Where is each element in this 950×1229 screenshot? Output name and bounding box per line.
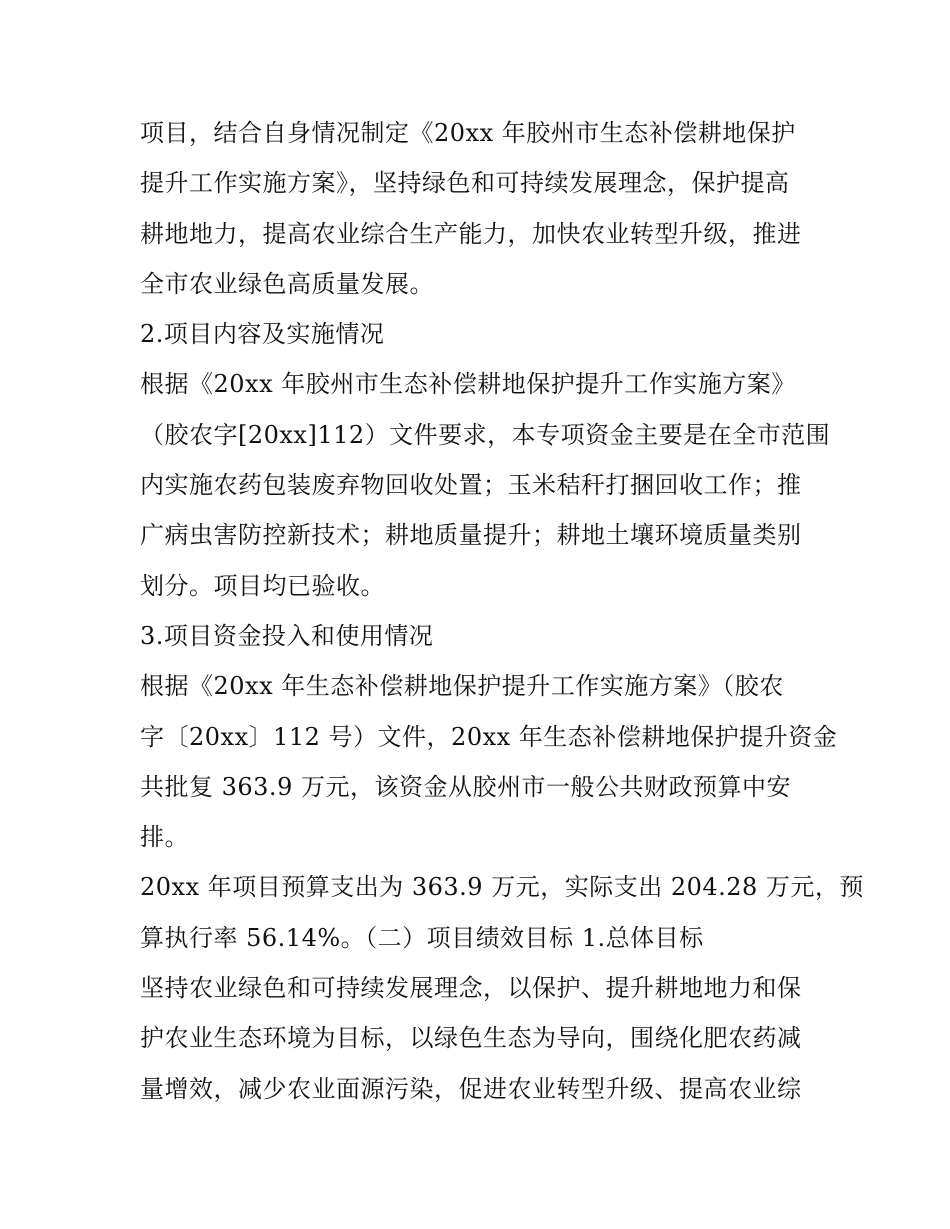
paragraph-line: 内实施农药包装废弃物回收处置；玉米秸秆打捆回收工作；推	[140, 471, 802, 500]
paragraph-line: 共批复 363.9 万元，该资金从胶州市一般公共财政预算中安	[140, 772, 791, 801]
section-heading: 2.项目内容及实施情况	[140, 320, 385, 349]
paragraph-line: 划分。项目均已验收。	[140, 571, 385, 600]
paragraph-line: 护农业生态环境为目标，以绿色生态为导向，围绕化肥农药减	[140, 1024, 802, 1053]
paragraph-line: 耕地地力，提高农业综合生产能力，加快农业转型升级，推进	[140, 219, 802, 248]
paragraph-line: 提升工作实施方案》，坚持绿色和可持续发展理念，保护提高	[140, 169, 790, 198]
paragraph-line: 广病虫害防控新技术；耕地质量提升；耕地土壤环境质量类别	[140, 521, 802, 550]
section-heading: 3.项目资金投入和使用情况	[140, 621, 434, 650]
paragraph-line: 全市农业绿色高质量发展。	[140, 269, 434, 298]
paragraph-line: 字〔20xx〕112 号）文件，20xx 年生态补偿耕地保护提升资金	[140, 722, 838, 751]
paragraph-line: 根据《20xx 年生态补偿耕地保护提升工作实施方案》（胶农	[140, 672, 784, 701]
paragraph-line: 坚持农业绿色和可持续发展理念，以保护、提升耕地地力和保	[140, 974, 802, 1003]
paragraph-line: 根据《20xx 年胶州市生态补偿耕地保护提升工作实施方案》	[140, 370, 796, 399]
paragraph-line: 量增效，减少农业面源污染，促进农业转型升级、提高农业综	[140, 1074, 802, 1103]
document-page	[140, 108, 864, 1114]
paragraph-line: 算执行率 56.14%。（二）项目绩效目标 1.总体目标	[140, 923, 704, 952]
paragraph-line: 排。	[140, 823, 189, 852]
paragraph-line: （胶农字[20xx]112）文件要求，本专项资金主要是在全市范围	[140, 420, 831, 449]
paragraph-line: 20xx 年项目预算支出为 363.9 万元，实际支出 204.28 万元，预	[140, 873, 864, 902]
paragraph-line: 项目，结合自身情况制定《20xx 年胶州市生态补偿耕地保护	[140, 119, 796, 147]
